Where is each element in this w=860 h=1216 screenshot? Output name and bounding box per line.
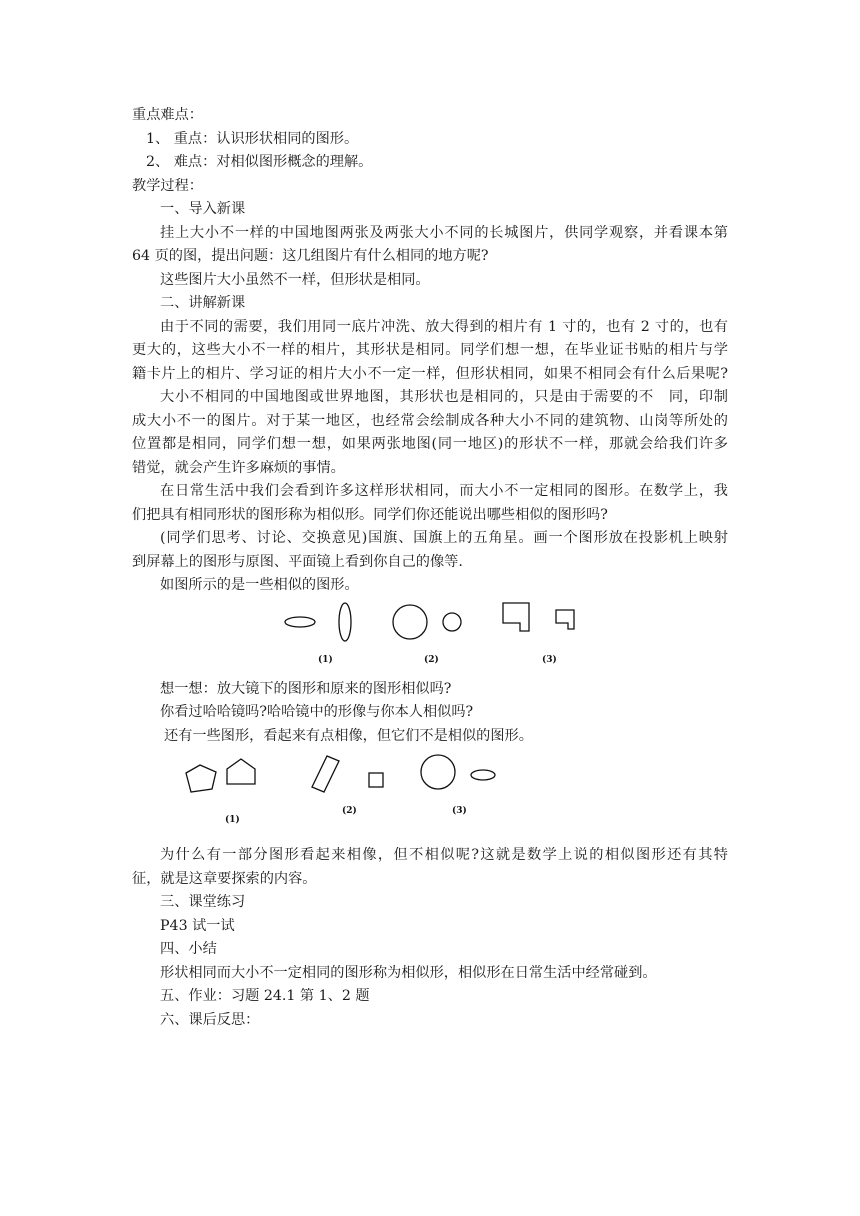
figure2-caption-1: (1)	[225, 815, 240, 825]
key-point-1: 1、 重点：认识形状相同的图形。	[146, 130, 359, 147]
paragraph-line: 你看过哈哈镜吗?哈哈镜中的形像与你本人相似吗?	[160, 704, 474, 720]
paragraph-line: 如图所示的是一些相似的图形。	[160, 577, 359, 593]
paragraph-line: 还有一些图形，看起来有点相像，但它们不是相似的图形。	[164, 727, 533, 744]
non-similar-shapes-figure	[132, 748, 728, 844]
paragraph-line: 64 页的图，提出问题：这几组图片有什么相同的地方呢?	[132, 248, 489, 264]
small-square	[369, 773, 383, 787]
figure1-caption-2: (2)	[424, 654, 439, 665]
large-notched-square	[503, 603, 529, 631]
section-key-points-heading: 重点难点：	[132, 107, 203, 123]
circle	[421, 755, 455, 789]
paragraph-line: 错觉，就会产生许多麻烦的事情。	[132, 459, 345, 476]
paragraph-line: 征，就是这章要探索的内容。	[132, 870, 317, 887]
document-page	[132, 104, 728, 1032]
paragraph-line: 籍卡片上的相片、学习证的相片大小不一定一样，但形状相同，如果不相同会有什么后果呢?	[132, 365, 728, 382]
small-circle	[443, 613, 461, 631]
paragraph-line: 们把具有相同形状的图形称为相似形。同学们你还能说出哪些相似的图形吗?	[132, 506, 608, 523]
figure2-caption-2: (2)	[342, 806, 357, 816]
paragraph-line: P43 试一试	[160, 917, 235, 934]
subheading-intro: 一、导入新课	[160, 201, 246, 217]
paragraph-line: 由于不同的需要，我们用同一底片冲洗、放大得到的相片有 1 寸的，也有 2 寸的，也有	[160, 318, 728, 335]
key-point-2: 2、 难点：对相似图形概念的理解。	[146, 154, 373, 170]
similar-shapes-diagram	[132, 598, 728, 678]
subheading-practice: 三、课堂练习	[160, 894, 246, 910]
small-notched-square	[556, 610, 574, 629]
tall-vertical-ellipse	[339, 603, 351, 641]
subheading-new-lesson: 二、讲解新课	[160, 295, 246, 311]
paragraph-line: 在日常生活中我们会看到许多这样形状相同，而大小不一定相同的图形。在数学上，我	[160, 483, 728, 499]
paragraph-line: 更大的，这些大小不一样的相片，其形状是相同。同学们想一想，在毕业证书贴的相片与学	[132, 342, 728, 358]
similar-shapes-figure	[132, 598, 728, 678]
paragraph-line: 大小不相同的中国地图或世界地图，其形状也是相同的，只是由于需要的不 同，印制	[160, 389, 728, 405]
small-horizontal-ellipse	[285, 617, 315, 627]
paragraph-line: (同学们思考、讨论、交换意见)国旗、国旗上的五角星。画一个图形放在投影机上映射	[160, 530, 728, 546]
figure1-caption-1: (1)	[318, 654, 333, 665]
paragraph-line: 这些图片大小虽然不一样，但形状是相同。	[160, 271, 430, 288]
paragraph-line: 位置都是相同，同学们想一想，如果两张地图(同一地区)的形状不一样，那就会给我们许多	[132, 436, 728, 452]
non-similar-shapes-diagram	[132, 748, 728, 844]
tilted-rectangle	[312, 756, 339, 792]
paragraph-line: 成大小不一的图片。对于某一地区，也经常会绘制成各种大小不同的建筑物、山岗等所处的	[132, 412, 728, 429]
figure1-caption-3: (3)	[542, 654, 557, 665]
paragraph-line: 形状相同而大小不一定相同的图形称为相似形，相似形在日常生活中经常碰到。	[160, 964, 657, 981]
large-circle	[393, 605, 427, 639]
house-pentagon	[227, 759, 255, 784]
paragraph-line: 想一想：放大镜下的图形和原来的图形相似吗?	[160, 680, 452, 697]
figure2-caption-3: (3)	[452, 806, 467, 816]
paragraph-line: 挂上大小不一样的中国地图两张及两张大小不同的长城图片，供同学观察，并看课本第	[160, 224, 728, 241]
reflection-heading: 六、课后反思：	[160, 1011, 260, 1028]
flat-ellipse	[471, 770, 495, 780]
homework-line: 五、作业：习题 24.1 第 1、2 题	[160, 988, 370, 1004]
paragraph-line: 为什么有一部分图形看起来相像，但不相似呢?这就是数学上说的相似图形还有其特	[160, 847, 728, 863]
subheading-summary: 四、小结	[160, 941, 217, 957]
section-process-heading: 教学过程：	[132, 177, 203, 194]
paragraph-line: 到屏幕上的图形与原图、平面镜上看到你自己的像等.	[132, 553, 463, 570]
tilted-pentagon	[186, 765, 216, 792]
